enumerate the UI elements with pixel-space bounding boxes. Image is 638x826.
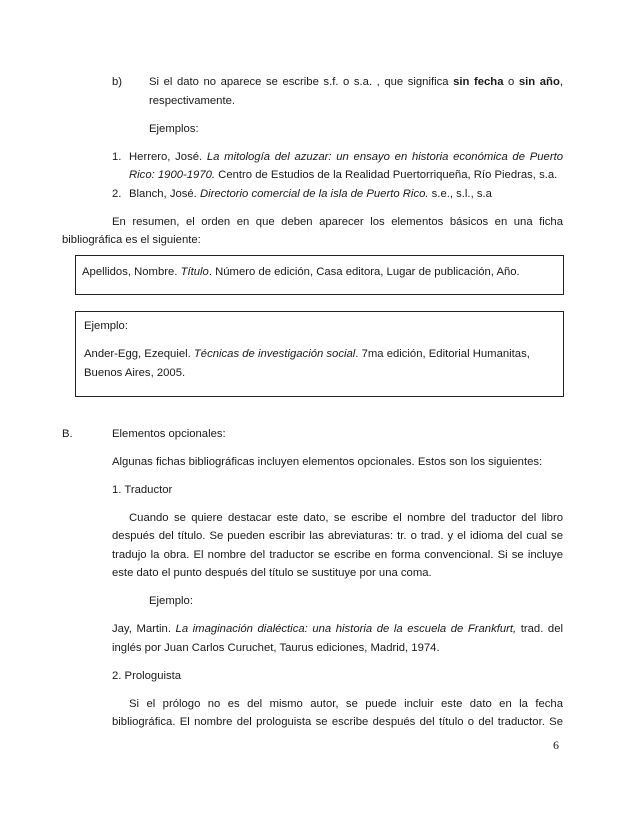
summary-line1: En resumen, el orden en que deben aparecer los elementos básicos en una ficha: [112, 216, 563, 228]
item-b-label: b): [112, 76, 123, 88]
example-1-line1: Herrero, José. La mitología del azuzar: un ensayo en historia económica de Puerto: [129, 151, 563, 163]
prologuista-heading: 2. Prologuista: [112, 670, 182, 682]
traductor-example-label: Ejemplo:: [149, 595, 193, 607]
example-box-line2: Buenos Aires, 2005.: [84, 367, 186, 379]
example-box: [75, 311, 564, 397]
section-b-intro: Algunas fichas bibliográficas incluyen elementos opcionales. Estos son los siguientes:: [112, 456, 543, 468]
prologuista-p2: bibliográfica. El nombre del prologuista se escribe después del título o del traductor. Se: [112, 716, 563, 728]
example-1-line2: Rico: 1900-1970. Centro de Estudios de la Realidad Puertorriqueña, Río Piedras, s.a.: [129, 169, 558, 181]
traductor-example-line2: inglés por Juan Carlos Curuchet, Taurus ediciones, Madrid, 1974.: [112, 642, 440, 654]
traductor-p1: Cuando se quiere destacar este dato, se escribe el nombre del traductor del libro: [129, 512, 563, 524]
summary-line2: bibliográfica es el siguiente:: [62, 234, 201, 246]
traductor-p4: este dato el punto después del título se sustituye por una coma.: [112, 567, 432, 579]
example-box-label: Ejemplo:: [84, 320, 128, 332]
format-box-text: Apellidos, Nombre. Título. Número de edición, Casa editora, Lugar de publicación, Año.: [82, 266, 520, 278]
section-b-letter: B.: [62, 428, 73, 440]
example-2-number: 2.: [112, 188, 122, 200]
example-1-number: 1.: [112, 151, 122, 163]
examples-label: Ejemplos:: [149, 123, 199, 135]
item-b-line1: Si el dato no aparece se escribe s.f. o s.a. , que significa sin fecha o sin año,: [149, 76, 563, 88]
example-2-line: Blanch, José. Directorio comercial de la isla de Puerto Rico. s.e., s.l., s.a: [129, 188, 492, 200]
traductor-example-line1: Jay, Martin. La imaginación dialéctica: una historia de la escuela de Frankfurt, trad. del: [112, 623, 563, 635]
traductor-heading: 1. Traductor: [112, 484, 173, 496]
example-box-line1: Ander-Egg, Ezequiel. Técnicas de investigación social. 7ma edición, Editorial Humanitas,: [84, 348, 530, 360]
prologuista-p1: Si el prólogo no es del mismo autor, se puede incluir este dato en la fecha: [129, 698, 563, 710]
traductor-p2: después del título. Se pueden escribir las abreviaturas: tr. o trad. y el idioma del cual se: [112, 530, 563, 542]
page-number: 6: [553, 738, 559, 752]
format-box: [75, 255, 564, 295]
item-b-line2: respectivamente.: [149, 95, 236, 107]
section-b-title: Elementos opcionales:: [112, 428, 226, 440]
traductor-p3: tradujo la obra. El nombre del traductor se escribe en forma convencional. Si se incluye: [112, 549, 563, 561]
